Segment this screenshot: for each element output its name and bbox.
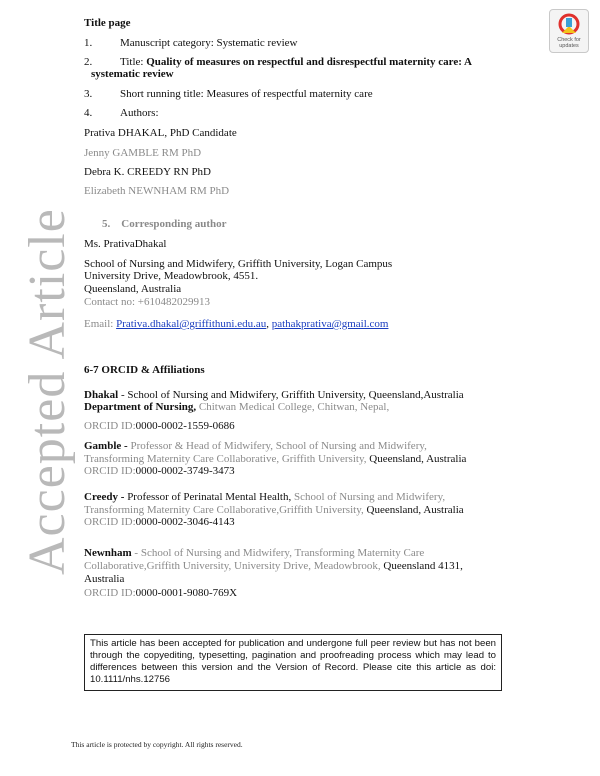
- affil-newnham-name: Newnham: [84, 547, 132, 559]
- email-link-griffith[interactable]: Prativa.dhakal@griffithuni.edu.au: [116, 318, 267, 330]
- affil-creedy-text1a: Professor of Perinatal Mental Health,: [127, 491, 294, 503]
- item-4-text: Authors:: [120, 107, 159, 119]
- item-3-number: 3.: [84, 88, 93, 100]
- affil-gamble-line1: [84, 440, 427, 453]
- crossmark-icon: [558, 13, 580, 37]
- author-creedy: Debra K. CREEDY RN PhD: [84, 166, 211, 178]
- affil-creedy-orcid: [84, 516, 235, 529]
- orcid-affiliations-heading: 6-7 ORCID & Affiliations: [84, 364, 205, 376]
- affil-gamble-location: Queensland, Australia: [369, 453, 467, 465]
- author-dhakal: Prativa DHAKAL, PhD Candidate: [84, 127, 237, 139]
- affil-creedy-text2: Transforming Maternity Care Collaborative,Griffith University,: [84, 504, 367, 516]
- affil-dhakal-college: Chitwan Medical College, Chitwan, Nepal,: [198, 401, 390, 413]
- affil-creedy-line1: [84, 491, 445, 504]
- crossmark-line1: Check for: [557, 37, 581, 43]
- affil-creedy-text1b: School of Nursing and Midwifery,: [293, 491, 446, 503]
- email-link-gmail[interactable]: pathakprativa@gmail.com: [271, 318, 389, 330]
- copyright-footer: This article is protected by copyright. All rights reserved.: [71, 740, 243, 749]
- affil-gamble-text1: Professor & Head of Midwifery, School of Nursing and Midwifery,: [130, 440, 427, 452]
- corresponding-author-heading: 5. Corresponding author: [102, 218, 227, 230]
- affil-newnham-text1: - School of Nursing and Midwifery, Transforming Maternity Care: [131, 547, 425, 559]
- email-separator: ,: [266, 318, 272, 330]
- affil-gamble-text2: Transforming Maternity Care Collaborative, Griffith University,: [84, 453, 370, 465]
- affil-dhakal-text1: - School of Nursing and Midwifery, Griffith University, Queensland,Australia: [118, 389, 464, 401]
- address-line1: School of Nursing and Midwifery, Griffith University, Logan Campus: [84, 258, 393, 270]
- email-line: [84, 318, 388, 331]
- orcid-id-dhakal: 0000-0002-1559-0686: [135, 420, 235, 432]
- accepted-article-notice: This article has been accepted for publication and undergone full peer review but has not been through the copyediting, typesetting, pagination and proofreading process which may lead to differences between this version and the Version of Record. Please cite this article as doi: 10.1111/nhs.12756: [84, 634, 502, 691]
- orcid-id-creedy: 0000-0002-3046-4143: [135, 516, 235, 528]
- affil-newnham-line2: [84, 560, 463, 573]
- affil-creedy-location: Queensland, Australia: [366, 504, 464, 516]
- orcid-label: ORCID ID:: [84, 420, 136, 432]
- affil-creedy-name: Creedy -: [84, 491, 128, 503]
- address-line2: University Drive, Meadowbrook, 4551.: [84, 270, 259, 282]
- address-line3: Queensland, Australia: [84, 283, 182, 295]
- manuscript-title-line2: systematic review: [91, 68, 174, 80]
- item-4-number: 4.: [84, 107, 93, 119]
- title-page-heading: Title page: [84, 17, 131, 29]
- affil-dhakal-dept: Department of Nursing,: [84, 401, 199, 413]
- orcid-label: ORCID ID:: [84, 465, 136, 477]
- affil-dhakal-orcid: [84, 420, 235, 433]
- item-2-label: Title:: [120, 56, 147, 68]
- item-3-text: Short running title: Measures of respectful maternity care: [120, 88, 373, 100]
- affil-gamble-name: Gamble -: [84, 440, 131, 452]
- crossmark-line2: updates: [559, 43, 579, 49]
- accepted-article-watermark: Accepted Article: [19, 208, 76, 575]
- affil-newnham-orcid: [84, 587, 237, 600]
- author-newnham: Elizabeth NEWNHAM RM PhD: [84, 185, 230, 197]
- orcid-label: ORCID ID:: [84, 587, 136, 599]
- affil-newnham-line3: Australia: [84, 573, 125, 585]
- orcid-id-newnham: 0000-0001-9080-769X: [135, 587, 238, 599]
- affil-newnham-location: Queensland 4131,: [383, 560, 463, 572]
- affil-gamble-orcid: [84, 465, 235, 478]
- orcid-id-gamble: 0000-0002-3749-3473: [135, 465, 235, 477]
- contact-number: Contact no: +610482029913: [84, 296, 210, 308]
- author-gamble: Jenny GAMBLE RM PhD: [84, 147, 202, 159]
- orcid-label: ORCID ID:: [84, 516, 136, 528]
- affil-dhakal-line2: [84, 401, 389, 414]
- item-1-number: 1.: [84, 37, 93, 49]
- affil-dhakal-name: Dhakal: [84, 389, 119, 401]
- check-for-updates-badge[interactable]: [549, 9, 589, 53]
- item-2-number: 2.: [84, 56, 93, 68]
- affil-newnham-line1: [84, 547, 424, 560]
- corresponding-name: Ms. PrativaDhakal: [84, 238, 167, 250]
- item-1-text: Manuscript category: Systematic review: [120, 37, 298, 49]
- manuscript-title-line1: Quality of measures on respectful and disrespectful maternity care: A: [146, 56, 472, 68]
- email-label: Email:: [84, 318, 117, 330]
- affil-newnham-text2: Collaborative,Griffith University, University Drive, Meadowbrook,: [84, 560, 384, 572]
